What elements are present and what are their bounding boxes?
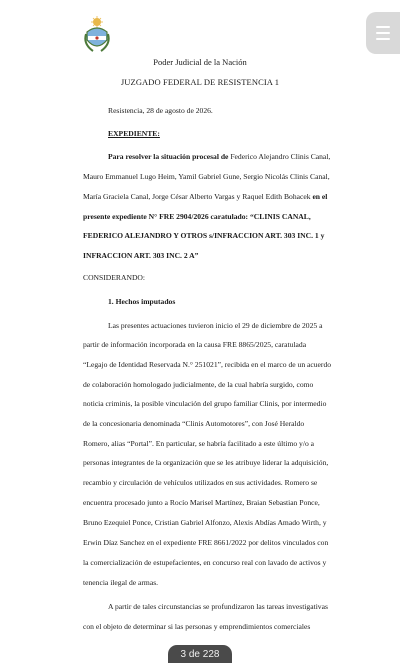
paragraph-line — [108, 152, 330, 162]
section-heading: 1. Hechos imputados — [108, 297, 176, 306]
menu-icon-bar — [376, 38, 390, 40]
court-header: JUZGADO FEDERAL DE RESISTENCIA 1 — [120, 77, 280, 87]
paragraph-line: Las presentes actuaciones tuvieron inicio el 29 de diciembre de 2025 a — [108, 321, 323, 330]
institution-header: Poder Judicial de la Nación — [153, 57, 247, 67]
menu-icon-bar — [376, 26, 390, 28]
paragraph-line: FEDERICO ALEJANDRO Y OTROS s/INFRACCION ART. 303 INC. 1 y — [83, 231, 325, 240]
paragraph-line: personas integrantes de la organización que se les atribuye liderar la adquisición, — [83, 458, 329, 467]
paragraph-line: A partir de tales circunstancias se profundizaron las tareas investigativas — [108, 602, 328, 611]
paragraph-line: Mauro Emmanuel Lugo Heim, Yamil Gabriel Gune, Sergio Nicolás Clinis Canal, — [83, 172, 330, 181]
menu-button[interactable] — [366, 12, 400, 54]
date-line: Resistencia, 28 de agosto de 2026. — [108, 106, 213, 115]
expediente-label: EXPEDIENTE: — [108, 129, 160, 138]
paragraph-line: encuentra procesado junto a Rocío Marisel Martínez, Braian Sebastian Ponce, — [83, 498, 320, 507]
paragraph-line: de la concesionaria denominada “Clinis Automotores”, con José Heraldo — [83, 419, 305, 428]
paragraph-line: la comercialización de estupefacientes, en concurso real con lavado de activos y — [83, 558, 327, 567]
menu-icon-bar — [376, 32, 390, 34]
paragraph-line: Romero, alias “Portal”. En particular, se habría facilitado a este último y/o a — [83, 439, 315, 448]
paragraph-line: tenencia ilegal de armas. — [83, 578, 159, 587]
paragraph-line: Erwin Díaz Sanchez en el expediente FRE 8661/2022 por delitos vinculados con — [83, 538, 329, 547]
paragraph-line: partir de información incorporada en la causa FRE 8865/2025, caratulada — [83, 340, 307, 349]
paragraph-line: recambio y circulación de vehículos utilizados en sus actividades. Romero se — [83, 478, 318, 487]
argentina-coat-of-arms-icon — [83, 16, 111, 54]
paragraph-line: de colaboración homologado judicialmente, de la cual habría surgido, como — [83, 380, 314, 389]
bold-text: Para resolver la situación procesal de — [108, 152, 229, 161]
paragraph-line: noticia criminis, la posible vinculación del grupo familiar Clinis, por intermedio — [83, 399, 327, 408]
paragraph-line: presente expediente N° FRE 2904/2026 caratulado: “CLINIS CANAL, — [83, 212, 311, 221]
page-indicator: 3 de 228 — [168, 645, 232, 663]
paragraph-line: Bruno Ezequiel Ponce, Cristian Gabriel Alfonzo, Alexis Abdías Amado Wirth, y — [83, 518, 327, 527]
paragraph-line: INFRACCION ART. 303 INC. 2 A” — [83, 251, 199, 260]
text-span: Federico Alejandro Clinis Canal, — [228, 152, 331, 161]
bold-text: en el — [312, 192, 328, 201]
paragraph-line: “Legajo de Identidad Reservada N.° 251021”, recibida en el marco de un acuerdo — [83, 360, 332, 369]
considerando-heading: CONSIDERANDO: — [83, 273, 146, 282]
paragraph-line: con el objeto de determinar si las personas y emprendimientos comerciales — [83, 622, 311, 631]
paragraph-line — [83, 192, 327, 202]
text-span: María Graciela Canal, Jorge César Alberto Vargas y Raquel Edith Bohacek — [83, 192, 313, 201]
